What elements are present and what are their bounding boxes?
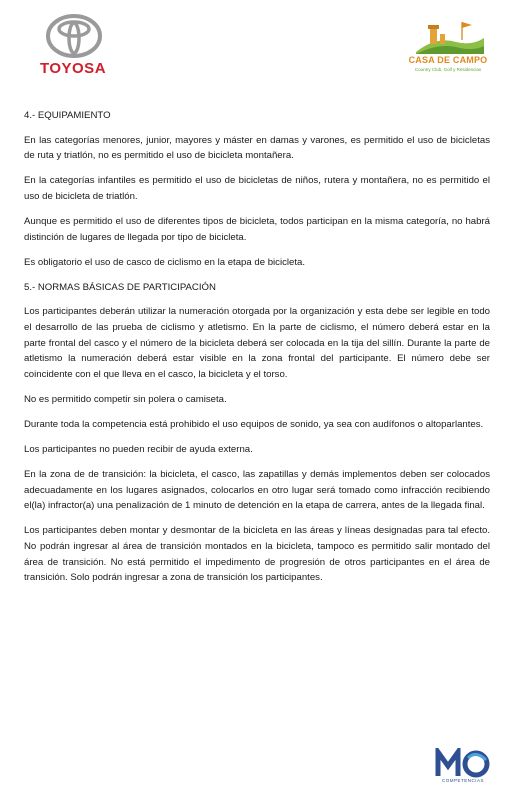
section-heading-equipamiento: 4.- EQUIPAMIENTO	[24, 110, 111, 121]
mc-monogram-icon	[434, 748, 492, 778]
toyota-logo	[28, 14, 118, 78]
paragraph: Durante toda la competencia está prohibido el uso equipos de sonido, ya sea con audífonos o altoparlantes.	[24, 418, 484, 430]
paragraph: Los participantes deben montar y desmontar de la bicicleta en las áreas y líneas designadas para tal efecto. No podrán ingresar al área de transición montados en la bicicleta, tampoco es permitido salir montado del área de transición. No está permitido el impedimento de progresión de otros participantes en el área de transición. Solo podrán ingresar a zona de transición los participantes.	[24, 525, 490, 584]
casa-de-campo-logo	[402, 18, 494, 82]
paragraph: Aunque es permitido el uso de diferentes tipos de bicicleta, todos participan en la misma categoría, no habrá distinción de lugares de llegada por tipo de bicicleta.	[24, 215, 490, 243]
toyota-wordmark: TOYOSA	[39, 60, 107, 77]
paragraph: No es permitido competir sin polera o camiseta.	[24, 393, 227, 405]
paragraph: En las categorías menores, junior, mayores y máster en damas y varones, es permitido el uso de bicicletas de ruta y triatlón, no es permitido el uso de bicicleta montañera.	[24, 134, 490, 162]
mc-competencias-tagline: COMPETENCIAS	[441, 778, 484, 783]
paragraph: Los participantes deberán utilizar la numeración otorgada por la organización y esta debe ser legible en todo el desarrollo de las prueba de ciclismo y atletismo. En la parte de ciclismo, el número deberá estar en la parte frontal del casco y el número de la bicicleta deberá ser colocada en la tija del sillín. Durante la parte de atletismo la numeración deberá estar visible en la zona frontal del participante. El número debe ser coincidente con el que lleva en el casco, la bicicleta y el torso.	[24, 306, 490, 380]
paragraph: Los participantes no pueden recibir de ayuda externa.	[24, 444, 253, 455]
toyota-emblem-icon	[46, 14, 102, 58]
document-body	[24, 108, 490, 595]
paragraph: En la zona de de transición: la bicicleta, el casco, las zapatillas y demás implementos deben ser colocados adecuadamente en los lugares asignados, colocarlos en otro lugar será tomado como infracción recibiendo el(la) infractor(a) una penalización de 1 minuto de detención en la etapa de carrera, antes de la llegada final.	[24, 469, 490, 512]
mc-competencias-logo	[434, 748, 492, 786]
paragraph: Es obligatorio el uso de casco de ciclismo en la etapa de bicicleta.	[24, 256, 306, 268]
casa-de-campo-wordmark: CASA DE CAMPO	[408, 55, 488, 65]
golf-landscape-icon	[416, 18, 484, 54]
section-heading-normas: 5.- NORMAS BÁSICAS DE PARTICIPACIÓN	[24, 281, 216, 293]
casa-de-campo-tagline: Country Club, Golf y Residencias	[414, 67, 482, 72]
paragraph: En la categorías infantiles es permitido el uso de bicicletas de niños, rutera y montañera, no es permitido el uso de bicicleta de triatlón.	[24, 175, 490, 202]
